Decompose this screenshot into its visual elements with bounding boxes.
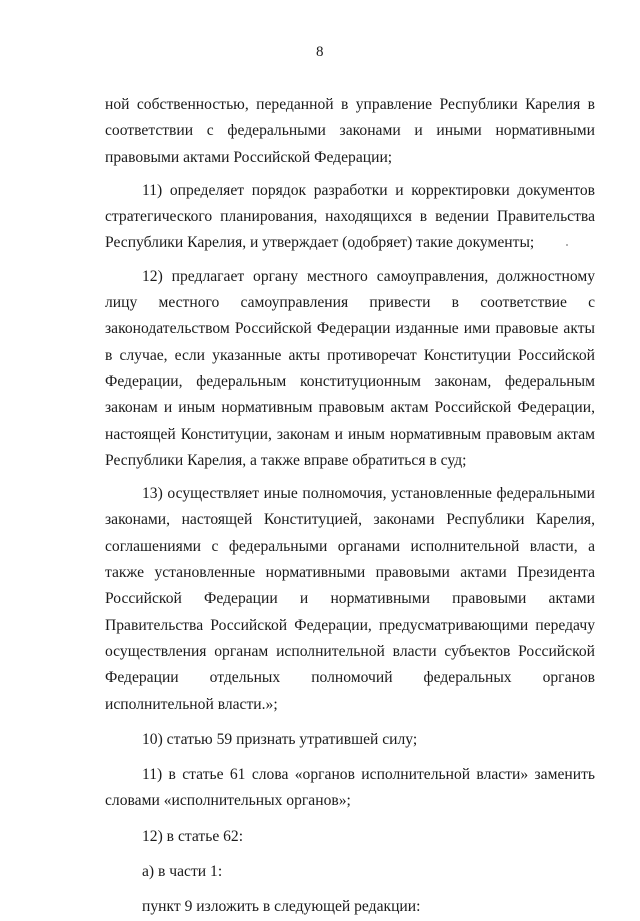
paragraph-item-12-local-self-government: 12) предлагает органу местного самоуправления, должностному лицу местного самоуправления привести в соответствие с законодательством Российской Федерации изданные ими правовые акты в случае, если указанные акты противоречат Конституции Российской Федерации, федеральным конституционным законам, федеральным законам и иным нормативным правовым актам Российской Федерации, настоящей Конституции, законам и иным нормативным правовым актам Республики Карелия, а также вправе обратиться в суд; (105, 267, 595, 469)
page-number: 8 (316, 44, 324, 60)
paragraph-article-62: 12) в статье 62: (142, 827, 244, 845)
paragraph-part-1: а) в части 1: (142, 863, 223, 881)
paragraph-item-11-strategic-planning: 11) определяет порядок разработки и корректировки документов стратегического планирования, находящихся в ведении Правительства Республики Карелия, и утверждает (одобряет) такие документы; (105, 181, 595, 252)
paragraph-point-9: пункт 9 изложить в следующей редакции: (142, 898, 421, 916)
scan-speck (566, 244, 568, 246)
paragraph-article-59: 10) статью 59 признать утратившей силу; (142, 730, 418, 748)
paragraph-continuation: ной собственностью, переданной в управление Республики Карелия в соответствии с федеральными законами и иными нормативными правовыми актами Российской Федерации; (105, 96, 595, 166)
document-body (105, 92, 595, 921)
paragraph-item-13-other-powers: 13) осуществляет иные полномочия, установленные федеральными законами, настоящей Конституцией, законами Республики Карелия, соглашениями с федеральными органами исполнительной власти, а также установленные нормативными правовыми актами Президента Российской Федерации и нормативными правовыми актами Правительства Российской Федерации, предусматривающими передачу осуществления органам исполнительной власти субъектов Российской Федерации отдельных полномочий федеральных органов исполнительной власти.»; (105, 485, 595, 713)
paragraph-article-61: 11) в статье 61 слова «органов исполнительной власти» заменить словами «исполнительных органов»; (105, 766, 595, 810)
